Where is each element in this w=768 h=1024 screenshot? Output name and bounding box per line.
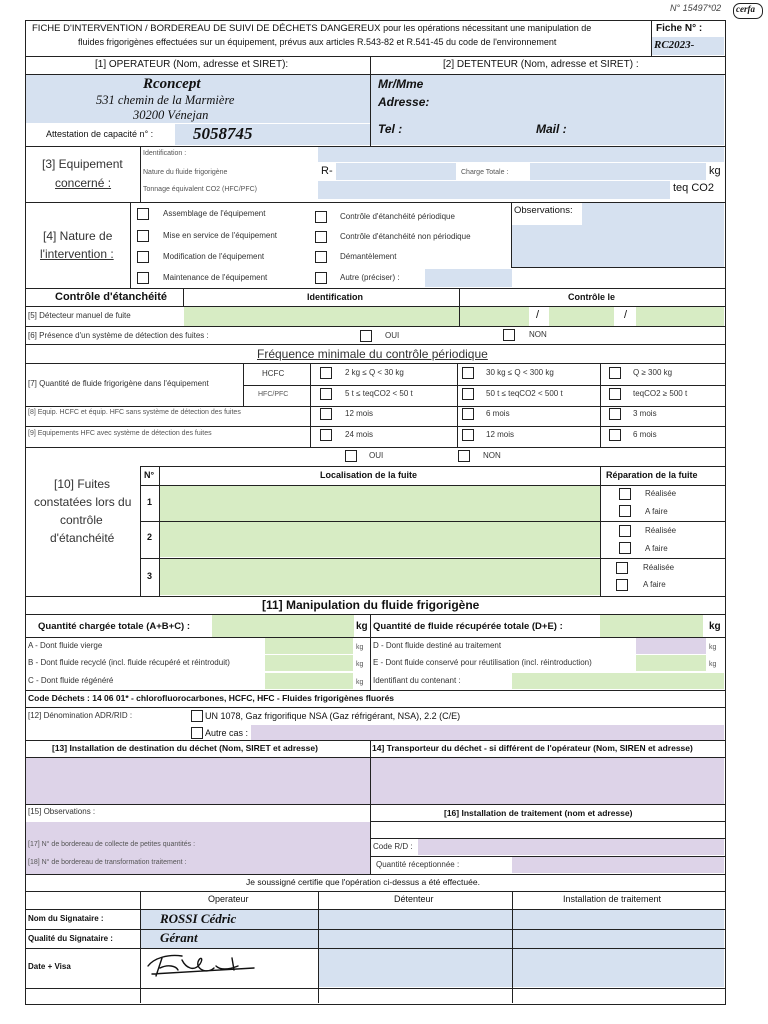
detecteur-label: [5] Détecteur manuel de fuite [28, 311, 131, 320]
operator-signataire-name: ROSSI Cédric [160, 911, 237, 926]
s9-option-3: 6 mois [633, 430, 657, 439]
checkbox-hcfc-1[interactable] [320, 367, 332, 379]
option-maintenance: Maintenance de l'équipement [163, 273, 268, 282]
detection-system-label: [6] Présence d'un système de détection des fuites : [28, 331, 209, 340]
checkbox-mise-en-service[interactable] [137, 230, 149, 242]
fluid-nature-label: Nature du fluide frigorigène [143, 169, 228, 176]
bordereau-transformation-label: [18] N° de bordereau de transformation traitement : [28, 859, 187, 866]
col-installation: Installation de traitement [563, 894, 662, 904]
observations-15-label: [15] Observations : [28, 807, 96, 816]
autre-field[interactable] [425, 269, 512, 287]
operator-address-1: 531 chemin de la Marmière [96, 93, 235, 107]
fluide-vierge-kg: kg [356, 644, 364, 651]
checkbox-fuite3-realisee[interactable] [616, 562, 628, 574]
fuites-label-3: contrôle [60, 513, 103, 527]
fiche-label: Fiche N° : [656, 23, 703, 34]
hfc-option-3: teqCO2 ≥ 500 t [633, 389, 688, 398]
checkbox-s9-3[interactable] [609, 429, 621, 441]
checkbox-fuite2-realisee[interactable] [619, 525, 631, 537]
fluide-traitement-field[interactable] [636, 638, 706, 654]
checkbox-s8-2[interactable] [462, 408, 474, 420]
transporteur-field[interactable] [371, 758, 724, 804]
nom-signataire-label: Nom du Signataire : [28, 914, 104, 923]
date-slash-2: / [624, 309, 628, 321]
fuite-loc-2[interactable] [160, 522, 600, 557]
hcfc-option-2: 30 kg ≤ Q < 300 kg [486, 368, 554, 377]
option-autre: Autre (préciser) : [340, 273, 400, 282]
bordereau-collecte-label: [17] N° de bordereau de collecte de petites quantités : [28, 841, 196, 848]
detection-non: NON [529, 330, 547, 339]
checkbox-autre[interactable] [315, 272, 327, 284]
form-number: N° 15497*02 [670, 3, 722, 13]
option-controle-periodique: Contrôle d'étanchéité périodique [340, 212, 455, 221]
equipment-label-2: concerné : [55, 176, 112, 190]
checkbox-s8-1[interactable] [320, 408, 332, 420]
cerfa-logo-text: cerfa [736, 4, 755, 14]
observations-15-field[interactable] [26, 822, 370, 874]
option-demantelement: Démantèlement [340, 252, 397, 261]
checkbox-fuite2-afaire[interactable] [619, 542, 631, 554]
section1-label: [1] OPERATEUR (Nom, adresse et SIRET): [95, 59, 289, 70]
qualite-signataire-label: Qualité du Signataire : [28, 934, 113, 943]
fuite3-realisee: Réalisée [643, 563, 675, 572]
destination-field[interactable] [26, 758, 370, 804]
checkbox-fuites-oui[interactable] [345, 450, 357, 462]
fuites-loc-header: Localisation de la fuite [320, 470, 418, 480]
tonnage-field[interactable] [318, 181, 670, 199]
tonnage-label: Tonnage équivalent CO2 (HFC/PFC) [143, 186, 257, 193]
qty-recovered-field[interactable] [600, 615, 703, 637]
hcfc-label: HCFC [262, 369, 285, 378]
charge-kg: kg [709, 165, 721, 177]
attestation-label: Attestation de capacité n° : [46, 129, 154, 139]
checkbox-detection-non[interactable] [503, 329, 515, 341]
checkbox-s9-2[interactable] [462, 429, 474, 441]
checkbox-hfc-2[interactable] [462, 388, 474, 400]
operator-address-2: 30200 Vénejan [133, 108, 209, 122]
checkbox-un1078[interactable] [191, 710, 203, 722]
identification-field[interactable] [318, 147, 724, 162]
hcfc-option-3: Q ≥ 300 kg [633, 368, 673, 377]
fuites-oui: OUI [369, 451, 384, 460]
operator-signature [142, 948, 260, 982]
checkbox-modification[interactable] [137, 251, 149, 263]
fuites-label-2: constatées lors du [34, 495, 132, 509]
controle-month[interactable] [549, 307, 614, 326]
checkbox-hcfc-2[interactable] [462, 367, 474, 379]
observations-field-top[interactable] [582, 203, 724, 225]
fluide-traitement-label: D - Dont fluide destiné au traitement [373, 641, 502, 650]
code-dechets: Code Déchets : 14 06 01* - chlorofluorocarbones, HCFC, HFC - Fluides frigorigènes fluorés [28, 693, 395, 703]
fluide-regenere-kg: kg [356, 679, 364, 686]
option-mise-en-service: Mise en service de l'équipement [163, 231, 278, 240]
autre-cas-field[interactable] [251, 725, 724, 740]
checkbox-s9-1[interactable] [320, 429, 332, 441]
holder-tel: Tel : [378, 122, 403, 136]
checkbox-controle-periodique[interactable] [315, 211, 327, 223]
adr-rid-label: [12] Dénomination ADR/RID : [28, 711, 133, 720]
qty-charged-label: Quantité chargée totale (A+B+C) : [38, 621, 191, 632]
controle-day[interactable] [460, 307, 529, 326]
operator-signataire-qualite: Gérant [160, 930, 198, 945]
code-rd-label: Code R/D : [373, 842, 413, 851]
fuite-loc-3[interactable] [160, 559, 600, 595]
fuite1-afaire: A faire [645, 507, 668, 516]
code-rd-field[interactable] [418, 839, 724, 855]
fluide-recycle-kg: kg [356, 661, 364, 668]
certification-text: Je soussigné certifie que l'opération ci-dessus a été effectuée. [246, 877, 480, 887]
fluide-recycle-label: B - Dont fluide recyclé (incl. fluide récupéré et réintroduit) [28, 658, 230, 667]
equipment-label-1: [3] Equipement [42, 157, 123, 171]
fluide-conserve-field[interactable] [636, 655, 706, 671]
quantite-label: [7] Quantité de fluide frigorigène dans l'équipement [28, 379, 209, 388]
checkbox-hfc-3[interactable] [609, 388, 621, 400]
fiche-value: RC2023- [654, 39, 695, 51]
s9-option-2: 12 mois [486, 430, 515, 439]
fuites-non: NON [483, 451, 501, 460]
controle-title: Contrôle d'étanchéité [55, 291, 168, 303]
date-slash-1: / [536, 309, 540, 321]
checkbox-assemblage[interactable] [137, 208, 149, 220]
option-modification: Modification de l'équipement [163, 252, 265, 261]
holder-address: Adresse: [378, 95, 430, 109]
header-title-2: fluides frigorigènes effectuées sur un équipement, prévus aux articles R.543-82 et R.541-45 du code de l'environnement [78, 37, 557, 47]
fuite-row-2: 2 [147, 532, 153, 542]
fluide-conserve-label: E - Dont fluide conservé pour réutilisation (incl. réintroduction) [373, 658, 592, 667]
fuites-label-1: [10] Fuites [54, 477, 111, 491]
header-title-1: FICHE D'INTERVENTION / BORDEREAU DE SUIVI DE DÉCHETS DANGEREUX pour les opérations nécessitant une manipulation de [32, 23, 592, 34]
traitement-label: [16] Installation de traitement (nom et adresse) [444, 808, 633, 818]
destination-label: [13] Installation de destination du déchet (Nom, SIRET et adresse) [52, 743, 318, 753]
fluid-nature-field[interactable] [336, 163, 456, 180]
hfcpfc-label: HFC/PFC [258, 391, 289, 398]
section2-label: [2] DETENTEUR (Nom, adresse et SIRET) : [443, 59, 639, 70]
contenant-field[interactable] [512, 673, 724, 689]
tonnage-unit: teq CO2 [673, 182, 714, 194]
fuites-rep-header: Réparation de la fuite [606, 470, 698, 480]
fluide-regenere-label: C - Dont fluide régénéré [28, 676, 114, 685]
fluide-regenere-field[interactable] [265, 673, 353, 689]
fluide-vierge-label: A - Dont fluide vierge [28, 641, 103, 650]
qty-charged-kg: kg [356, 621, 368, 632]
operator-company: Rconcept [143, 76, 201, 92]
identification-header: Identification [307, 292, 363, 302]
fuite2-realisee: Réalisée [645, 526, 677, 535]
fuite1-realisee: Réalisée [645, 489, 677, 498]
attestation-value: 5058745 [193, 124, 253, 143]
qty-received-field[interactable] [512, 857, 724, 873]
detection-oui: OUI [385, 331, 400, 340]
signataire-qualite-row[interactable] [141, 930, 724, 948]
hfc-option-1: 5 t ≤ teqCO2 < 50 t [345, 389, 413, 398]
checkbox-maintenance[interactable] [137, 272, 149, 284]
hfc-option-2: 50 t ≤ teqCO2 < 500 t [486, 389, 563, 398]
equip-hfc-label: [9] Equipements HFC avec système de détection des fuites [28, 430, 212, 437]
fuite3-afaire: A faire [643, 580, 666, 589]
detecteur-identification[interactable] [184, 307, 459, 326]
qty-charged-field[interactable] [212, 615, 354, 637]
fuites-label-4: d'étanchéité [50, 531, 115, 545]
checkbox-fuite1-afaire[interactable] [619, 505, 631, 517]
checkbox-fuites-non[interactable] [458, 450, 470, 462]
checkbox-detection-oui[interactable] [360, 330, 372, 342]
holder-mr: Mr/Mme [378, 77, 424, 91]
fluide-conserve-kg: kg [709, 661, 717, 668]
checkbox-s8-3[interactable] [609, 408, 621, 420]
fuite-loc-1[interactable] [160, 486, 600, 521]
fluide-traitement-kg: kg [709, 644, 717, 651]
s8-option-3: 3 mois [633, 409, 657, 418]
intervention-label-1: [4] Nature de [43, 229, 113, 243]
s8-option-1: 12 mois [345, 409, 374, 418]
controle-le-header: Contrôle le [568, 292, 616, 302]
fuite-row-3: 3 [147, 571, 153, 581]
fuite2-afaire: A faire [645, 544, 668, 553]
qty-recovered-label: Quantité de fluide récupérée totale (D+E) : [373, 621, 563, 632]
qty-recovered-kg: kg [709, 621, 721, 632]
frequence-title: Fréquence minimale du contrôle périodique [257, 347, 488, 361]
autre-cas-label: Autre cas : [205, 728, 249, 738]
controle-year[interactable] [636, 307, 724, 326]
visa-fields[interactable] [319, 949, 724, 987]
option-controle-non-periodique: Contrôle d'étanchéité non périodique [340, 232, 471, 241]
contenant-label: Identifiant du contenant : [373, 676, 461, 685]
observations-label: Observations: [514, 205, 573, 216]
observations-field[interactable] [512, 225, 724, 267]
date-visa-label: Date + Visa [28, 962, 71, 971]
checkbox-fuite3-afaire[interactable] [616, 579, 628, 591]
checkbox-hfc-1[interactable] [320, 388, 332, 400]
s9-option-1: 24 mois [345, 430, 374, 439]
option-assemblage: Assemblage de l'équipement [163, 209, 266, 218]
equip-hcfc-label: [8] Equip. HCFC et équip. HFC sans système de détection des fuites [28, 409, 241, 416]
col-operateur: Operateur [208, 894, 249, 904]
checkbox-hcfc-3[interactable] [609, 367, 621, 379]
un1078-text: UN 1078, Gaz frigorifique NSA (Gaz réfrigérant, NSA), 2.2 (C/E) [205, 711, 461, 721]
checkbox-fuite1-realisee[interactable] [619, 488, 631, 500]
col-detenteur: Détenteur [394, 894, 434, 904]
identification-label: Identification : [143, 150, 187, 157]
hcfc-option-1: 2 kg ≤ Q < 30 kg [345, 368, 404, 377]
holder-mail: Mail : [536, 122, 567, 136]
fuites-n-header: N° [144, 470, 155, 480]
charge-label: Charge Totale : [461, 169, 509, 176]
checkbox-controle-non-periodique[interactable] [315, 231, 327, 243]
checkbox-demantelement[interactable] [315, 251, 327, 263]
fluide-vierge-field[interactable] [265, 638, 353, 654]
checkbox-autre-cas[interactable] [191, 727, 203, 739]
r-prefix: R- [321, 165, 333, 177]
manipulation-title: [11] Manipulation du fluide frigorigène [262, 598, 480, 612]
transporteur-label: 14] Transporteur du déchet - si différent de l'opérateur (Nom, SIREN et adresse) [372, 743, 693, 753]
qty-received-label: Quantité réceptionnée : [376, 860, 460, 869]
charge-field[interactable] [530, 163, 706, 180]
fluide-recycle-field[interactable] [265, 655, 353, 671]
intervention-label-2: l'intervention : [40, 247, 114, 261]
s8-option-2: 6 mois [486, 409, 510, 418]
fuite-row-1: 1 [147, 497, 153, 507]
